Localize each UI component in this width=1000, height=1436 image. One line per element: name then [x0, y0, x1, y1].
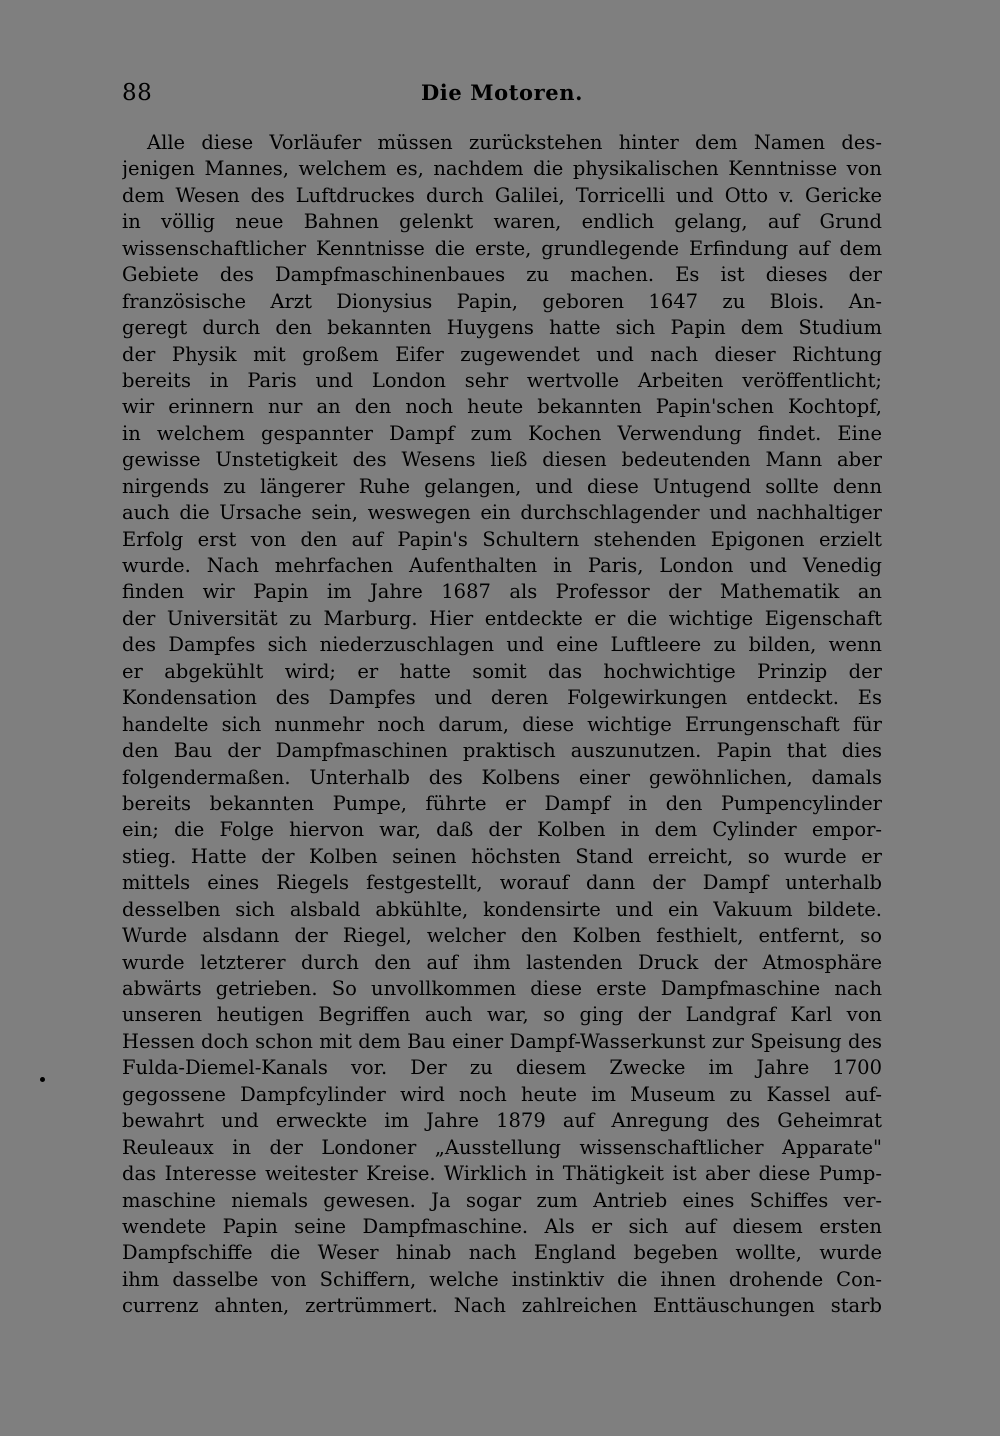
- text-line: wurde. Nach mehrfachen Aufenthalten in Paris, London und Venedig: [122, 554, 882, 577]
- text-line: desselben sich alsbald abkühlte, kondensirte und ein Vakuum bildete.: [122, 897, 882, 921]
- text-line: wendete Papin seine Dampfmaschine. Als er sich auf diesem ersten: [122, 1214, 882, 1238]
- text-line: das Interesse weitester Kreise. Wirklich in Thätigkeit ist aber diese Pump-: [122, 1162, 882, 1186]
- text-line: bereits bekannten Pumpe, führte er Dampf in den Pumpencylinder: [122, 791, 882, 815]
- text-line: französische Arzt Dionysius Papin, geboren 1647 zu Blois. An-: [122, 289, 882, 313]
- text-line: Dampfschiffe die Weser hinab nach England begeben wollte, wurde: [122, 1241, 882, 1265]
- text-line: er abgekühlt wird; er hatte somit das hochwichtige Prinzip der: [122, 659, 882, 683]
- text-line: Gebiete des Dampfmaschinenbaues zu machen. Es ist dieses der: [122, 263, 882, 287]
- text-line: unseren heutigen Begriffen auch war, so ging der Landgraf Karl von: [122, 1003, 882, 1027]
- text-line: wir erinnern nur an den noch heute bekannten Papin'schen Kochtopf,: [122, 395, 882, 419]
- text-line: bereits in Paris und London sehr wertvolle Arbeiten veröffentlicht;: [122, 368, 882, 392]
- page-number: 88: [122, 80, 153, 106]
- text-line: Erfolg erst von den auf Papin's Schultern stehenden Epigonen erzielt: [122, 527, 882, 551]
- text-line: Wurde alsdann der Riegel, welcher den Kolben festhielt, entfernt, so: [122, 924, 882, 948]
- text-line: wurde letzterer durch den auf ihm lastenden Druck der Atmosphäre: [122, 950, 882, 974]
- text-line: Hessen doch schon mit dem Bau einer Dampf-Wasserkunst zur Speisung des: [122, 1029, 882, 1053]
- text-line: gegossene Dampfcylinder wird noch heute im Museum zu Kassel auf-: [122, 1082, 882, 1106]
- text-line: ihm dasselbe von Schiffern, welche instinktiv die ihnen drohende Con-: [122, 1267, 882, 1291]
- text-line: der Universität zu Marburg. Hier entdeckte er die wichtige Eigenschaft: [122, 606, 882, 630]
- text-line: Alle diese Vorläufer müssen zurückstehen hinter dem Namen des-: [147, 131, 882, 154]
- text-line: wissenschaftlicher Kenntnisse die erste, grundlegende Erfindung auf dem: [122, 236, 882, 260]
- text-line: Kondensation des Dampfes und deren Folgewirkungen entdeckt. Es: [122, 686, 882, 710]
- text-line: handelte sich nunmehr noch darum, diese wichtige Errungenschaft für: [122, 712, 882, 736]
- text-line: finden wir Papin im Jahre 1687 als Professor der Mathematik an: [122, 580, 882, 604]
- text-line: Fulda-Diemel-Kanals vor. Der zu diesem Zwecke im Jahre 1700: [122, 1056, 882, 1080]
- text-line: ein; die Folge hiervon war, daß der Kolben in dem Cylinder empor-: [122, 818, 882, 842]
- text-line: gewisse Unstetigkeit des Wesens ließ diesen bedeutenden Mann aber: [122, 448, 882, 472]
- page-header: [122, 78, 882, 112]
- text-line: nirgends zu längerer Ruhe gelangen, und diese Untugend sollte denn: [122, 474, 882, 498]
- text-line: in welchem gespannter Dampf zum Kochen Verwendung findet. Eine: [122, 421, 882, 445]
- text-line: mittels eines Riegels festgestellt, worauf dann der Dampf unterhalb: [122, 871, 882, 895]
- text-line: den Bau der Dampfmaschinen praktisch auszunutzen. Papin that dies: [122, 739, 882, 763]
- text-line: Reuleaux in der Londoner „Ausstellung wissenschaftlicher Apparate": [122, 1135, 882, 1159]
- text-line: jenigen Mannes, welchem es, nachdem die physikalischen Kenntnisse von: [122, 157, 882, 181]
- text-line: des Dampfes sich niederzuschlagen und eine Luftleere zu bilden, wenn: [122, 633, 882, 657]
- margin-dot-mark: [40, 1077, 45, 1082]
- running-head: Die Motoren.: [420, 80, 584, 105]
- text-line: geregt durch den bekannten Huygens hatte sich Papin dem Studium: [122, 316, 882, 340]
- text-line: dem Wesen des Luftdruckes durch Galilei, Torricelli und Otto v. Gericke: [122, 183, 882, 207]
- body-paragraph: [122, 130, 882, 1320]
- text-line: auch die Ursache sein, weswegen ein durchschlagender und nachhaltiger: [122, 501, 882, 525]
- text-line: folgendermaßen. Unterhalb des Kolbens einer gewöhnlichen, damals: [122, 765, 882, 789]
- text-line: currenz ahnten, zertrümmert. Nach zahlreichen Enttäuschungen starb: [122, 1294, 882, 1318]
- text-line: in völlig neue Bahnen gelenkt waren, endlich gelang, auf Grund: [122, 210, 882, 234]
- text-line: der Physik mit großem Eifer zugewendet und nach dieser Richtung: [122, 342, 882, 366]
- text-line: abwärts getrieben. So unvollkommen diese erste Dampfmaschine nach: [122, 977, 882, 1000]
- text-line: bewahrt und erweckte im Jahre 1879 auf Anregung des Geheimrat: [122, 1109, 882, 1133]
- text-line: maschine niemals gewesen. Ja sogar zum Antrieb eines Schiffes ver-: [122, 1188, 882, 1212]
- text-line: stieg. Hatte der Kolben seinen höchsten Stand erreicht, so wurde er: [122, 844, 882, 868]
